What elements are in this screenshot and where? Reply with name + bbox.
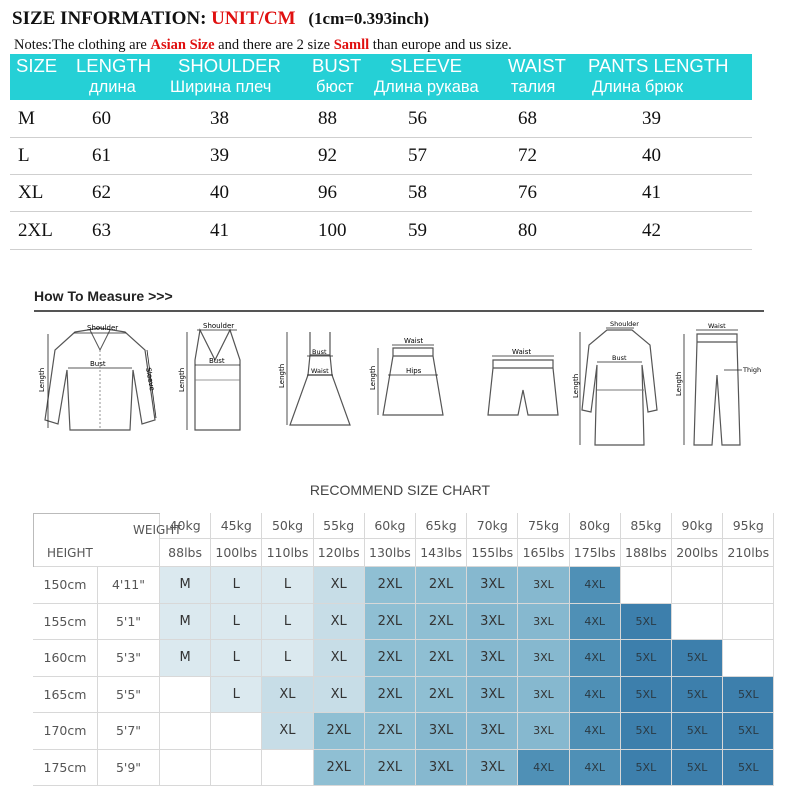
size-table-header — [10, 54, 752, 100]
size-cell: 62 — [92, 182, 111, 203]
coat-bust-label: Bust — [612, 354, 627, 362]
size-recommendation-cell: 4XL — [570, 677, 621, 714]
size-recommendation-cell: 5XL — [672, 750, 723, 787]
blouse-shoulder-label: Shoulder — [87, 324, 119, 332]
size-recommendation-cell: 2XL — [365, 713, 416, 750]
unit-label: UNIT/CM — [211, 8, 296, 29]
size-recommendation-cell: 5XL — [672, 677, 723, 714]
size-recommendation-cell: 3XL — [518, 567, 569, 604]
blouse-icon — [30, 320, 170, 445]
size-recommendation-cell — [211, 750, 262, 787]
col-bust: BUST — [312, 55, 362, 76]
col-shoulder-ru: Ширина плеч — [170, 78, 272, 96]
size-recommendation-cell: XL — [262, 713, 313, 750]
pants-icon — [672, 320, 772, 455]
size-recommendation-cell — [672, 567, 723, 604]
size-recommendation-cell: 4XL — [570, 567, 621, 604]
size-recommendation-cell: 2XL — [416, 567, 467, 604]
height-ft-label: 5'9" — [98, 750, 160, 787]
coat-figure — [572, 320, 667, 455]
height-cm-label: 165cm — [33, 677, 98, 714]
col-sleeve: SLEEVE — [390, 55, 462, 76]
size-recommendation-cell: XL — [262, 677, 313, 714]
size-recommendation-cell: 4XL — [570, 604, 621, 641]
size-recommendation-cell: 2XL — [365, 604, 416, 641]
how-to-measure-title: How To Measure >>> — [34, 288, 173, 304]
tank-shoulder-label: Shoulder — [203, 322, 235, 330]
weight-kg-header: 70kg — [467, 513, 518, 539]
height-axis-label: HEIGHT — [47, 546, 93, 560]
size-recommendation-cell — [211, 713, 262, 750]
size-recommendation-cell: M — [160, 640, 211, 677]
weight-lbs-header: 130lbs — [365, 539, 416, 567]
blouse-figure — [30, 320, 170, 445]
notes-asian-size: Asian Size — [150, 37, 215, 53]
size-row — [10, 212, 752, 250]
size-recommendation-cell: 2XL — [416, 640, 467, 677]
size-recommendation-cell: 5XL — [672, 713, 723, 750]
dress-bust-label: Bust — [312, 348, 327, 356]
size-recommendation-cell: L — [211, 677, 262, 714]
size-recommendation-cell: 3XL — [518, 713, 569, 750]
tank-length-label: Length — [178, 367, 186, 392]
pants-waist-label: Waist — [708, 322, 726, 330]
size-cell: 59 — [408, 220, 427, 241]
size-recommendation-cell: XL — [314, 567, 365, 604]
size-recommendation-cell: 3XL — [467, 750, 518, 787]
notes-small: Samll — [333, 37, 370, 53]
size-cell: 38 — [210, 108, 229, 129]
notes-prefix: Notes:The clothing are — [14, 37, 147, 53]
col-length-ru: длина — [89, 78, 136, 96]
size-cell: L — [18, 145, 30, 166]
coat-shoulder-label: Shoulder — [610, 320, 639, 328]
skirt-figure — [368, 320, 458, 445]
size-recommendation-cell: 2XL — [365, 640, 416, 677]
size-cell: 42 — [642, 220, 661, 241]
size-cell: 92 — [318, 145, 337, 166]
size-recommendation-cell: 5XL — [621, 604, 672, 641]
size-recommendation-cell: 2XL — [365, 677, 416, 714]
size-recommendation-cell: 2XL — [416, 604, 467, 641]
height-cm-label: 150cm — [33, 567, 98, 604]
coat-icon — [572, 320, 667, 455]
size-cell: 68 — [518, 108, 537, 129]
weight-kg-header: 45kg — [211, 513, 262, 539]
size-cell: 63 — [92, 220, 111, 241]
size-recommendation-cell: L — [262, 567, 313, 604]
shorts-icon — [478, 320, 568, 445]
size-row — [10, 174, 752, 212]
blouse-bust-label: Bust — [90, 360, 106, 368]
size-recommendation-cell: 2XL — [314, 750, 365, 787]
size-recommendation-cell: M — [160, 604, 211, 641]
col-bust-ru: бюст — [316, 78, 354, 96]
height-ft-label: 5'1" — [98, 604, 160, 641]
size-recommendation-cell: 2XL — [416, 677, 467, 714]
dress-waist-label: Waist — [311, 367, 329, 375]
size-recommendation-cell: 5XL — [723, 677, 774, 714]
weight-lbs-header: 100lbs — [211, 539, 262, 567]
size-cell: 72 — [518, 145, 537, 166]
divider — [34, 310, 764, 312]
size-recommendation-cell: L — [211, 640, 262, 677]
weight-lbs-header: 120lbs — [314, 539, 365, 567]
size-recommendation-cell — [723, 567, 774, 604]
size-recommendation-cell: 3XL — [467, 604, 518, 641]
size-recommendation-cell: 3XL — [518, 640, 569, 677]
weight-kg-header: 60kg — [365, 513, 416, 539]
skirt-waist-label: Waist — [404, 337, 424, 345]
size-recommendation-cell: 3XL — [518, 604, 569, 641]
weight-kg-header: 50kg — [262, 513, 313, 539]
pants-figure — [672, 320, 772, 455]
size-recommendation-cell — [262, 750, 313, 787]
skirt-hips-label: Hips — [406, 367, 422, 375]
size-recommendation-cell: 5XL — [621, 713, 672, 750]
dress-figure — [275, 320, 365, 445]
weight-kg-header: 55kg — [314, 513, 365, 539]
notes-middle: and there are 2 size — [218, 37, 331, 53]
height-cm-label: 160cm — [33, 640, 98, 677]
size-row — [10, 100, 752, 138]
size-recommendation-cell — [621, 567, 672, 604]
size-recommendation-cell: 2XL — [365, 750, 416, 787]
recommend-size-chart-title: RECOMMEND SIZE CHART — [309, 482, 491, 498]
col-pants-length: PANTS LENGTH — [588, 55, 729, 76]
col-length: LENGTH — [76, 55, 152, 76]
size-cell: 96 — [318, 182, 337, 203]
col-size: SIZE — [16, 55, 58, 76]
height-cm-label: 170cm — [33, 713, 98, 750]
size-cell: 39 — [642, 108, 661, 129]
skirt-length-label: Length — [369, 365, 377, 390]
size-recommendation-cell: 4XL — [570, 750, 621, 787]
notes-suffix: than europe and us size. — [372, 37, 512, 53]
weight-lbs-header: 143lbs — [416, 539, 467, 567]
col-pants-length-ru: Длина брюк — [592, 78, 684, 96]
size-cell: 40 — [642, 145, 661, 166]
size-cell: 60 — [92, 108, 111, 129]
height-ft-label: 4'11" — [98, 567, 160, 604]
size-cell: 76 — [518, 182, 537, 203]
size-recommendation-cell — [672, 604, 723, 641]
weight-kg-header: 75kg — [518, 513, 569, 539]
pants-thigh-label: Thigh — [743, 366, 762, 374]
tank-bust-label: Bust — [209, 357, 225, 365]
size-cell: 61 — [92, 145, 111, 166]
weight-lbs-header: 188lbs — [621, 539, 672, 567]
col-shoulder: SHOULDER — [178, 55, 281, 76]
size-recommendation-cell: 3XL — [416, 750, 467, 787]
weight-axis-label: WEIGHT — [133, 523, 182, 537]
weight-lbs-header: 155lbs — [467, 539, 518, 567]
tank-top-icon — [175, 320, 265, 445]
weight-kg-header: 95kg — [723, 513, 774, 539]
shorts-waist-label: Waist — [512, 348, 532, 356]
size-recommendation-cell: XL — [314, 640, 365, 677]
size-recommendation-cell — [160, 750, 211, 787]
skirt-icon — [368, 320, 458, 445]
coat-length-label: Length — [572, 373, 580, 398]
size-recommendation-cell — [160, 677, 211, 714]
blouse-sleeve-label: Sleeve — [144, 366, 156, 392]
weight-lbs-header: 88lbs — [160, 539, 211, 567]
size-cell: 80 — [518, 220, 537, 241]
size-recommendation-cell: 2XL — [365, 567, 416, 604]
size-cell: 41 — [210, 220, 229, 241]
size-recommendation-cell: 5XL — [621, 677, 672, 714]
size-cell: M — [18, 108, 35, 129]
size-cell: 39 — [210, 145, 229, 166]
size-cell: 2XL — [18, 220, 53, 241]
size-cell: 88 — [318, 108, 337, 129]
blouse-length-label: Length — [38, 367, 46, 392]
size-cell: 56 — [408, 108, 427, 129]
size-cell: 57 — [408, 145, 427, 166]
height-cm-label: 155cm — [33, 604, 98, 641]
size-recommendation-cell: 5XL — [672, 640, 723, 677]
weight-lbs-header: 210lbs — [723, 539, 774, 567]
size-recommendation-cell: XL — [314, 604, 365, 641]
weight-lbs-header: 165lbs — [518, 539, 569, 567]
weight-kg-header: 40kg — [160, 513, 211, 539]
size-recommendation-cell: 3XL — [518, 677, 569, 714]
conversion-label: (1cm=0.393inch) — [308, 9, 430, 28]
size-cell: 58 — [408, 182, 427, 203]
size-recommendation-cell: 5XL — [723, 750, 774, 787]
weight-kg-header: 85kg — [621, 513, 672, 539]
size-recommendation-cell: 3XL — [467, 640, 518, 677]
tank-top-figure — [175, 320, 265, 445]
size-cell: 41 — [642, 182, 661, 203]
size-recommendation-cell — [723, 640, 774, 677]
size-recommendation-cell: 5XL — [621, 640, 672, 677]
size-cell: XL — [18, 182, 44, 203]
size-recommendation-cell: 5XL — [621, 750, 672, 787]
size-recommendation-cell: 2XL — [314, 713, 365, 750]
weight-kg-header: 90kg — [672, 513, 723, 539]
size-recommendation-cell: 3XL — [416, 713, 467, 750]
size-information-label: SIZE INFORMATION: — [12, 8, 207, 29]
size-cell: 100 — [318, 220, 347, 241]
size-recommendation-cell: 5XL — [723, 713, 774, 750]
height-ft-label: 5'3" — [98, 640, 160, 677]
dress-icon — [275, 320, 365, 445]
size-recommendation-cell: L — [211, 604, 262, 641]
weight-lbs-header: 175lbs — [570, 539, 621, 567]
size-recommendation-cell: 4XL — [570, 713, 621, 750]
page-title — [12, 8, 429, 30]
col-sleeve-ru: Длина рукава — [374, 78, 479, 96]
size-recommendation-cell: 4XL — [570, 640, 621, 677]
size-recommendation-cell: L — [262, 604, 313, 641]
size-recommendation-cell: M — [160, 567, 211, 604]
size-recommendation-cell: L — [211, 567, 262, 604]
pants-length-label: Length — [675, 371, 683, 396]
height-ft-label: 5'5" — [98, 677, 160, 714]
size-notes — [14, 37, 512, 54]
col-waist-ru: талия — [511, 78, 556, 96]
weight-lbs-header: 110lbs — [262, 539, 313, 567]
size-recommendation-cell: 3XL — [467, 677, 518, 714]
dress-length-label: Length — [278, 363, 286, 388]
height-ft-label: 5'7" — [98, 713, 160, 750]
size-recommendation-cell — [160, 713, 211, 750]
size-recommendation-cell: 3XL — [467, 713, 518, 750]
size-recommendation-cell: 3XL — [467, 567, 518, 604]
weight-lbs-header: 200lbs — [672, 539, 723, 567]
weight-kg-header: 80kg — [570, 513, 621, 539]
size-recommendation-cell: XL — [314, 677, 365, 714]
size-recommendation-cell: 4XL — [518, 750, 569, 787]
size-recommendation-cell: L — [262, 640, 313, 677]
col-waist: WAIST — [508, 55, 566, 76]
shorts-figure — [478, 320, 568, 445]
weight-kg-header: 65kg — [416, 513, 467, 539]
size-cell: 40 — [210, 182, 229, 203]
height-cm-label: 175cm — [33, 750, 98, 787]
size-recommendation-cell — [723, 604, 774, 641]
size-row — [10, 137, 752, 175]
